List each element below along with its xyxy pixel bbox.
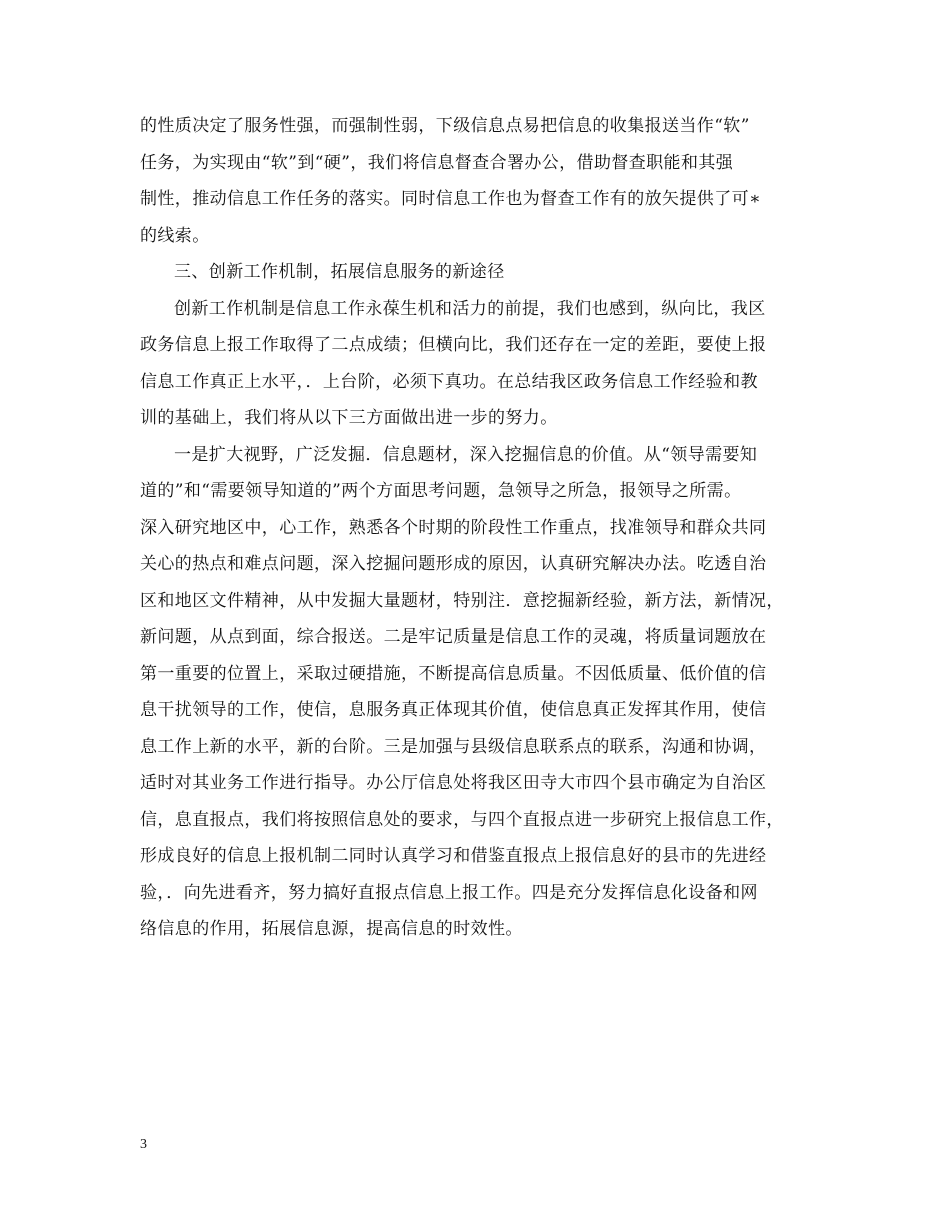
- section-heading: 三、创新工作机制，拓展信息服务的新途径: [174, 262, 505, 282]
- text-line: 区和地区文件精神，从中发掘大量题材，特别注．意挖掘新经验，新方法，新情况，: [140, 590, 784, 611]
- text-line: 创新工作机制是信息工作永葆生机和活力的前提，我们也感到，纵向比，我区: [174, 298, 766, 319]
- text-line: 政务信息上报工作取得了二点成绩；但横向比，我们还存在一定的差距，要使上报: [140, 335, 767, 355]
- text-line: 形成良好的信息上报机制二同时认真学习和借鉴直报点上报信息好的县市的先进经: [140, 846, 767, 866]
- text-line: 验，．向先进看齐，努力搞好直报点信息上报工作。四是充分发挥信息化设备和网: [140, 882, 758, 903]
- text-line: 信，息直报点，我们将按照信息处的要求，与四个直报点进一步研究上报信息工作，: [140, 809, 784, 830]
- text-line: 息干扰领导的工作，使信，息服务真正体现其价值，使信息真正发挥其作用，使信: [140, 700, 767, 720]
- document-body: [140, 108, 820, 948]
- text-line: 关心的热点和难点问题，深入挖掘问题形成的原因，认真研究解决办法。吃透自治: [140, 554, 767, 574]
- text-line: 信息工作真正上水平，．上台阶，必须下真功。在总结我区政务信息工作经验和教: [140, 371, 758, 392]
- text-line: 训的基础上，我们将从以下三方面做出进一步的努力。: [140, 408, 558, 428]
- text-line: 道的”和“需要领导知道的”两个方面思考问题，急领导之所急，报领导之所需。: [140, 481, 742, 501]
- text-line: 适时对其业务工作进行指导。办公厅信息处将我区田寺大市四个县市确定为自治区: [140, 773, 767, 793]
- text-line: 的线索。: [140, 225, 210, 246]
- text-line: 深入研究地区中，心工作，熟悉各个时期的阶段性工作重点，找准领导和群众共同: [140, 517, 767, 538]
- text-line: 的性质决定了服务性强，而强制性弱，下级信息点易把信息的收集报送当作“软”: [140, 116, 750, 136]
- text-line: 息工作上新的水平，新的台阶。三是加强与县级信息联系点的联系，沟通和协调，: [140, 736, 767, 757]
- text-line: 新问题，从点到面，综合报送。二是牢记质量是信息工作的灵魂，将质量词题放在: [140, 627, 767, 647]
- text-line: 络信息的作用，拓展信息源，提高信息的时效性。: [140, 919, 523, 939]
- page-number: 3: [140, 1137, 147, 1152]
- text-line: 一是扩大视野，广泛发掘．信息题材，深入挖掘信息的价值。从“领导需要知: [174, 444, 758, 465]
- text-line: 第一重要的位置上，采取过硬措施，不断提高信息质量。不因低质量、低价值的信: [140, 663, 767, 684]
- text-line: 制性，推动信息工作任务的落实。同时信息工作也为督查工作有的放矢提供了可∗: [140, 189, 761, 209]
- text-line: 任务，为实现由“软”到“硬”，我们将信息督查合署办公，借助督查职能和其强: [140, 152, 734, 173]
